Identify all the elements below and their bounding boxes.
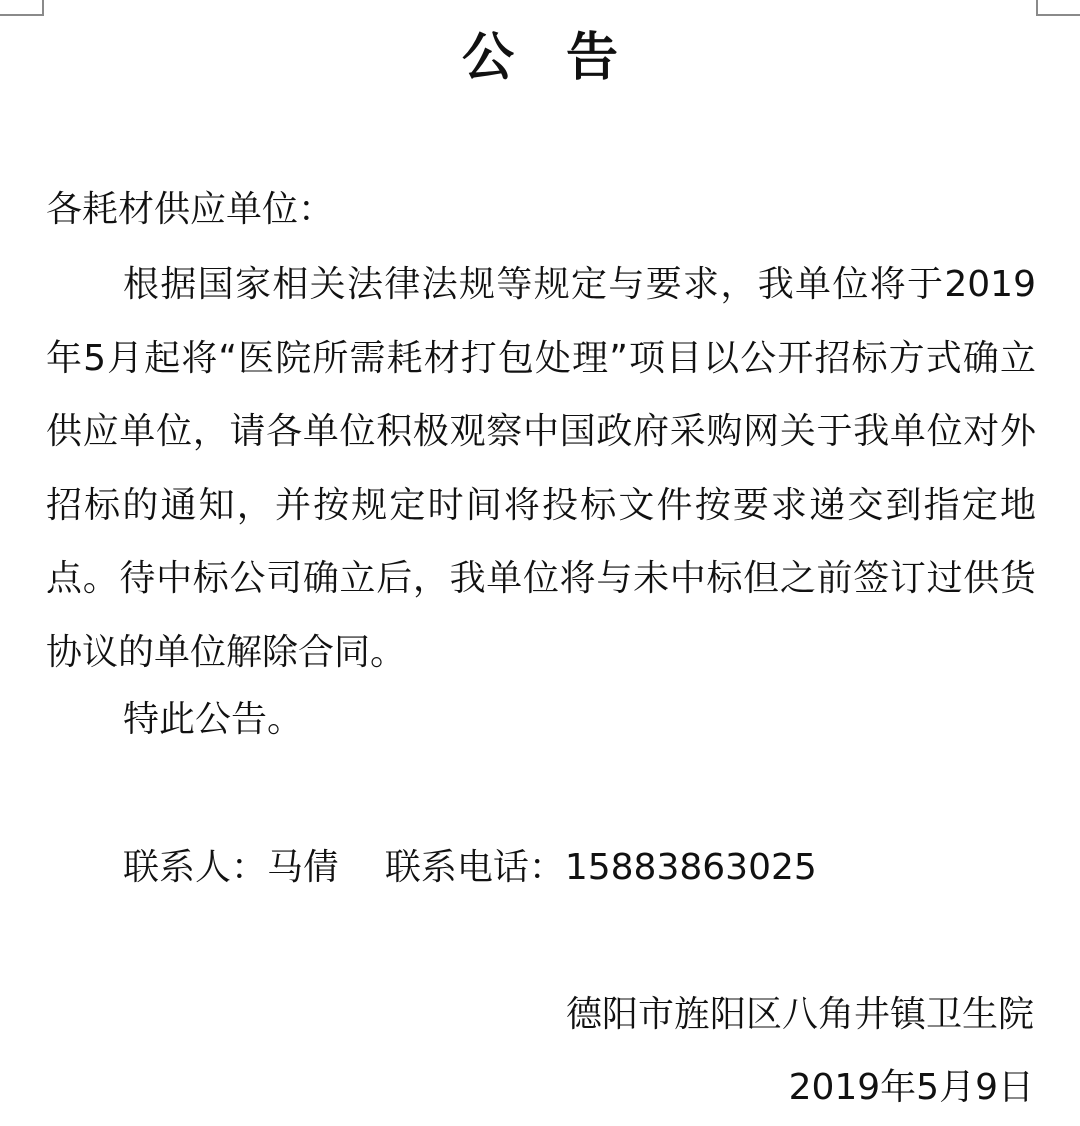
issue-date: 2019年5月9日: [788, 1067, 1034, 1108]
contact-phone: 15883863025: [564, 847, 817, 888]
contact-person-label: 联系人：: [123, 847, 268, 888]
contact-person: 马倩: [267, 847, 340, 888]
page-corner-mark-right: [1036, 0, 1080, 16]
contact-phone-label: 联系电话：: [384, 847, 565, 888]
page-corner-mark-left: [0, 0, 44, 16]
notice-body: 根据国家相关法律法规等规定与要求，我单位将于2019年5月起将“医院所需耗材打包处理”项目以公开招标方式确立供应单位，请各单位积极观察中国政府采购网关于我单位对外招标的通知，并按规定时间将投标文件按要求递交到指定地点。待中标公司确立后，我单位将与未中标但之前签订过供货协议的单位解除合同。: [46, 264, 1036, 673]
contact-line: [123, 838, 817, 898]
notice-greeting: 各耗材供应单位：: [46, 189, 335, 230]
notice-closing: 特此公告。: [123, 699, 304, 740]
notice-title: 公告: [461, 28, 670, 88]
issuing-organization: 德阳市旌阳区八角井镇卫生院: [565, 994, 1034, 1035]
